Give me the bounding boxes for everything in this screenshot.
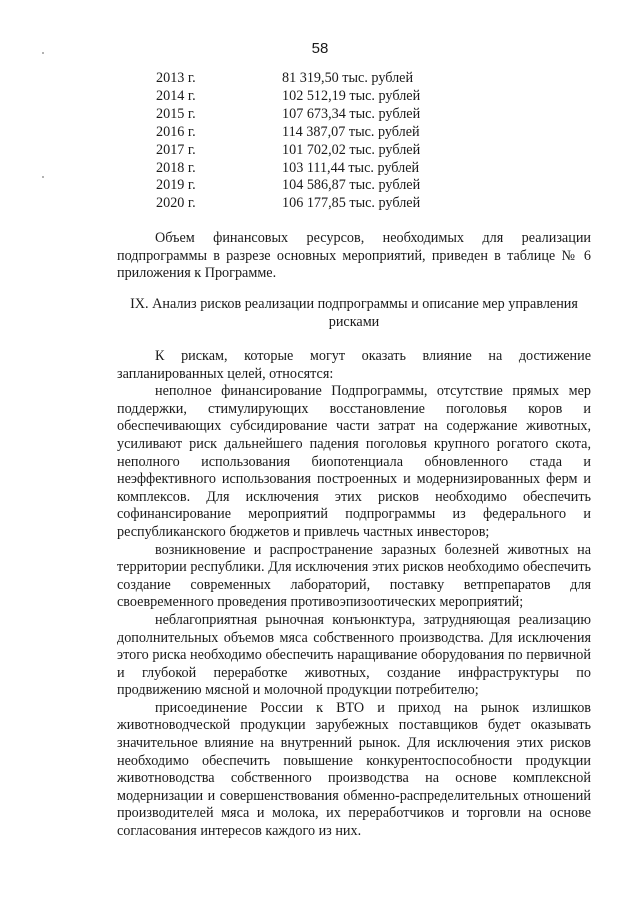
risk-item: неполное финансирование Подпрограммы, отсутствие прямых мер поддержки, стимулирующих восстановление поголовья коров и обеспечивающих субсидирование части затрат на содержание животных, усиливают риск дальнейшего падения поголовья крупного рогатого скота, неполного использования биопотенциала обновленного стада и неэффективного использования построенных и модернизированных ферм и комплексов. Для исключения этих рисков необходимо обеспечить софинансирование мероприятий подпрограммы из федерального и республиканского бюджетов и привлечь частных инвесторов; <box>117 383 591 540</box>
financing-row <box>156 88 452 106</box>
financing-amount: 106 177,85 тыс. рублей <box>282 195 421 212</box>
financing-amount: 81 319,50 тыс. рублей <box>282 70 414 86</box>
section-title-line: IX. Анализ рисков реализации подпрограммы и описание мер управления <box>130 296 578 312</box>
financing-row <box>156 70 452 88</box>
risks-intro: К рискам, которые могут оказать влияние на достижение запланированных целей, относятся: <box>117 348 591 382</box>
financing-row <box>156 177 452 195</box>
scan-mark <box>42 176 44 178</box>
financing-row <box>156 160 452 178</box>
financing-row <box>156 195 452 213</box>
financing-note-block <box>117 230 591 283</box>
risk-item: присоединение России к ВТО и приход на рынок излишков животноводческой продукции зарубежных поставщиков будет оказывать значительное влияние на внутренний рынок. Для исключения этих рисков необходимо обеспечить повышение конкурентоспособности продукции животноводства собственного производства на основе комплексной модернизации и совершенствования обменно-распределительных отношений производителей мяса и молока, их переработчиков и торговли на основе согласования интересов каждого из них. <box>117 699 591 840</box>
financing-table <box>156 70 452 213</box>
financing-amount: 107 673,34 тыс. рублей <box>282 105 421 122</box>
risk-item: возникновение и распространение заразных болезней животных на территории республики. Для исключения этих рисков необходимо обеспечить создание современных лабораторий, поставку ветпрепаратов для своевременного проведения противоэпизоотических мероприятий; <box>117 541 591 611</box>
financing-amount: 114 387,07 тыс. рублей <box>282 123 420 140</box>
financing-row <box>156 142 452 160</box>
financing-amount: 104 586,87 тыс. рублей <box>282 177 421 194</box>
financing-year: 2013 г. <box>156 70 196 86</box>
risks-block <box>117 348 591 841</box>
financing-year: 2018 г. <box>156 159 196 176</box>
financing-row <box>156 106 452 124</box>
financing-year: 2019 г. <box>156 177 196 194</box>
financing-amount: 102 512,19 тыс. рублей <box>282 87 421 104</box>
financing-year: 2016 г. <box>156 123 196 140</box>
financing-row <box>156 124 452 142</box>
financing-note: Объем финансовых ресурсов, необходимых для реализации подпрограммы в разрезе основных мероприятий, приведен в таблице № 6 приложения к Программе. <box>117 230 591 282</box>
risk-item: неблагоприятная рыночная конъюнктура, затрудняющая реализацию дополнительных объемов мяса собственного производства. Для исключения этого риска необходимо обеспечить наращивание оборудования по первичной и глубокой переработке животных, создание инфраструктуры по продвижению мясной и молочной продукции потребителю; <box>117 611 591 699</box>
financing-year: 2015 г. <box>156 105 196 122</box>
section-title <box>108 296 600 331</box>
financing-year: 2014 г. <box>156 87 196 104</box>
financing-amount: 101 702,02 тыс. рублей <box>282 141 421 158</box>
financing-amount: 103 111,44 тыс. рублей <box>282 159 420 176</box>
page-number: 58 <box>311 40 329 57</box>
financing-year: 2017 г. <box>156 141 196 158</box>
financing-year: 2020 г. <box>156 195 196 212</box>
section-title-line: рисками <box>328 313 380 330</box>
